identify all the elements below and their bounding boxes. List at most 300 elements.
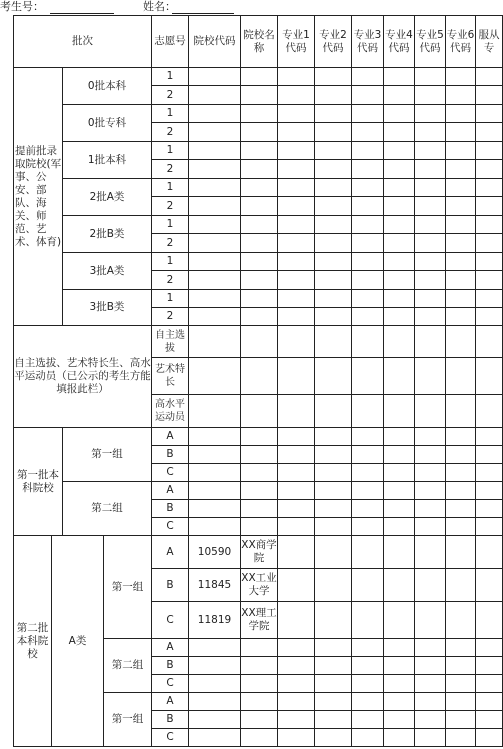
entry-cell[interactable] (415, 271, 446, 290)
entry-cell[interactable] (315, 179, 352, 197)
entry-cell[interactable] (415, 216, 446, 234)
entry-cell[interactable] (384, 326, 415, 358)
entry-cell[interactable] (278, 308, 315, 326)
entry-cell[interactable] (241, 253, 278, 271)
entry-cell[interactable] (415, 123, 446, 142)
entry-cell[interactable] (189, 358, 241, 395)
entry-cell[interactable] (241, 729, 278, 747)
entry-cell[interactable] (476, 518, 503, 536)
entry-cell[interactable] (278, 142, 315, 160)
entry-cell[interactable] (241, 86, 278, 105)
entry-cell[interactable] (415, 711, 446, 729)
entry-cell[interactable] (415, 569, 446, 602)
entry-cell[interactable] (189, 326, 241, 358)
entry-cell[interactable] (415, 675, 446, 693)
entry-cell[interactable] (352, 179, 384, 197)
entry-cell[interactable] (315, 395, 352, 428)
entry-cell[interactable] (352, 326, 384, 358)
entry-cell[interactable] (315, 253, 352, 271)
entry-cell[interactable] (415, 197, 446, 216)
entry-cell[interactable] (446, 197, 476, 216)
entry-cell[interactable] (315, 326, 352, 358)
entry-cell[interactable] (476, 216, 503, 234)
entry-cell[interactable] (352, 86, 384, 105)
entry-cell[interactable] (278, 326, 315, 358)
entry-cell[interactable] (415, 428, 446, 446)
entry-cell[interactable] (189, 271, 241, 290)
entry-cell[interactable] (278, 179, 315, 197)
entry-cell[interactable] (315, 675, 352, 693)
entry-cell[interactable] (415, 464, 446, 482)
entry-cell[interactable] (384, 160, 415, 179)
entry-cell[interactable] (352, 395, 384, 428)
entry-cell[interactable] (241, 711, 278, 729)
entry-cell[interactable] (415, 482, 446, 500)
entry-cell[interactable] (476, 86, 503, 105)
entry-cell[interactable] (278, 569, 315, 602)
entry-cell[interactable] (278, 675, 315, 693)
entry-cell[interactable] (476, 675, 503, 693)
entry-cell[interactable] (384, 308, 415, 326)
entry-cell[interactable] (352, 729, 384, 747)
entry-cell[interactable] (476, 123, 503, 142)
entry-cell[interactable] (352, 711, 384, 729)
entry-cell[interactable] (278, 234, 315, 253)
entry-cell[interactable] (476, 639, 503, 657)
entry-cell[interactable] (415, 179, 446, 197)
entry-cell[interactable] (384, 729, 415, 747)
entry-cell[interactable] (415, 395, 446, 428)
entry-cell[interactable] (384, 358, 415, 395)
entry-cell[interactable] (476, 428, 503, 446)
entry-cell[interactable] (278, 518, 315, 536)
entry-cell[interactable] (476, 160, 503, 179)
entry-cell[interactable] (446, 464, 476, 482)
entry-cell[interactable] (384, 123, 415, 142)
entry-cell[interactable] (446, 602, 476, 639)
entry-cell[interactable] (446, 308, 476, 326)
entry-cell[interactable] (241, 308, 278, 326)
school-name[interactable]: XX理工学院 (241, 602, 278, 639)
entry-cell[interactable] (446, 729, 476, 747)
entry-cell[interactable] (446, 711, 476, 729)
school-code[interactable]: 11845 (189, 569, 241, 602)
entry-cell[interactable] (315, 657, 352, 675)
entry-cell[interactable] (352, 428, 384, 446)
entry-cell[interactable] (241, 271, 278, 290)
major4-header: 专业4代码 (384, 16, 415, 68)
entry-cell[interactable] (384, 290, 415, 308)
entry-cell[interactable] (384, 216, 415, 234)
entry-cell[interactable] (446, 536, 476, 569)
entry-cell[interactable] (241, 142, 278, 160)
entry-cell[interactable] (446, 271, 476, 290)
entry-cell[interactable] (278, 253, 315, 271)
entry-cell[interactable] (446, 290, 476, 308)
entry-cell[interactable] (189, 657, 241, 675)
entry-cell[interactable] (189, 234, 241, 253)
entry-cell[interactable] (352, 500, 384, 518)
entry-cell[interactable] (315, 711, 352, 729)
wish-number: 1 (152, 253, 189, 271)
entry-cell[interactable] (415, 290, 446, 308)
header-row (14, 16, 503, 68)
entry-cell[interactable] (315, 105, 352, 123)
entry-cell[interactable] (278, 160, 315, 179)
entry-cell[interactable] (189, 197, 241, 216)
entry-cell[interactable] (352, 518, 384, 536)
entry-cell[interactable] (189, 216, 241, 234)
entry-cell[interactable] (352, 639, 384, 657)
entry-cell[interactable] (241, 234, 278, 253)
entry-cell[interactable] (278, 86, 315, 105)
entry-cell[interactable] (384, 234, 415, 253)
entry-cell[interactable] (476, 482, 503, 500)
entry-cell[interactable] (352, 569, 384, 602)
entry-cell[interactable] (415, 639, 446, 657)
entry-cell[interactable] (315, 271, 352, 290)
entry-cell[interactable] (476, 271, 503, 290)
entry-cell[interactable] (415, 142, 446, 160)
early-group-label: 0批专科 (63, 105, 152, 142)
entry-cell[interactable] (189, 142, 241, 160)
entry-cell[interactable] (415, 326, 446, 358)
entry-cell[interactable] (315, 358, 352, 395)
entry-cell[interactable] (415, 518, 446, 536)
entry-cell[interactable] (476, 693, 503, 711)
entry-cell[interactable] (352, 536, 384, 569)
entry-cell[interactable] (384, 482, 415, 500)
entry-cell[interactable] (241, 197, 278, 216)
entry-cell[interactable] (241, 68, 278, 86)
entry-cell[interactable] (384, 86, 415, 105)
entry-cell[interactable] (189, 482, 241, 500)
entry-cell[interactable] (446, 675, 476, 693)
entry-cell[interactable] (476, 729, 503, 747)
entry-cell[interactable] (278, 197, 315, 216)
entry-cell[interactable] (315, 446, 352, 464)
entry-cell[interactable] (446, 500, 476, 518)
entry-cell[interactable] (446, 179, 476, 197)
school-code[interactable]: 11819 (189, 602, 241, 639)
entry-cell[interactable] (315, 234, 352, 253)
entry-cell[interactable] (241, 518, 278, 536)
entry-cell[interactable] (241, 446, 278, 464)
entry-cell[interactable] (476, 234, 503, 253)
entry-cell[interactable] (415, 234, 446, 253)
entry-cell[interactable] (189, 428, 241, 446)
entry-cell[interactable] (415, 657, 446, 675)
entry-cell[interactable] (189, 729, 241, 747)
entry-cell[interactable] (189, 308, 241, 326)
name-field[interactable] (172, 13, 234, 14)
entry-cell[interactable] (352, 446, 384, 464)
entry-cell[interactable] (241, 290, 278, 308)
entry-cell[interactable] (241, 464, 278, 482)
entry-cell[interactable] (476, 569, 503, 602)
batch1-group-label: 第二组 (63, 482, 152, 536)
entry-cell[interactable] (384, 500, 415, 518)
entry-cell[interactable] (189, 500, 241, 518)
entry-cell[interactable] (241, 657, 278, 675)
entry-cell[interactable] (352, 197, 384, 216)
entry-cell[interactable] (476, 500, 503, 518)
entry-cell[interactable] (189, 290, 241, 308)
entry-cell[interactable] (384, 602, 415, 639)
entry-cell[interactable] (384, 536, 415, 569)
entry-cell[interactable] (476, 68, 503, 86)
entry-cell[interactable] (278, 216, 315, 234)
entry-cell[interactable] (384, 253, 415, 271)
entry-cell[interactable] (415, 446, 446, 464)
entry-cell[interactable] (189, 675, 241, 693)
entry-cell[interactable] (315, 86, 352, 105)
entry-cell[interactable] (384, 518, 415, 536)
entry-cell[interactable] (241, 675, 278, 693)
entry-cell[interactable] (384, 639, 415, 657)
entry-cell[interactable] (476, 464, 503, 482)
entry-cell[interactable] (415, 358, 446, 395)
entry-cell[interactable] (446, 253, 476, 271)
entry-cell[interactable] (384, 105, 415, 123)
entry-cell[interactable] (352, 290, 384, 308)
entry-cell[interactable] (241, 358, 278, 395)
entry-cell[interactable] (352, 234, 384, 253)
entry-cell[interactable] (446, 160, 476, 179)
entry-cell[interactable] (446, 142, 476, 160)
entry-cell[interactable] (241, 160, 278, 179)
entry-cell[interactable] (315, 639, 352, 657)
entry-cell[interactable] (476, 657, 503, 675)
entry-cell[interactable] (352, 123, 384, 142)
entry-cell[interactable] (446, 693, 476, 711)
entry-cell[interactable] (315, 518, 352, 536)
entry-cell[interactable] (476, 602, 503, 639)
entry-cell[interactable] (446, 216, 476, 234)
entry-cell[interactable] (476, 536, 503, 569)
early-group-label: 3批B类 (63, 290, 152, 326)
entry-cell[interactable] (241, 693, 278, 711)
entry-cell[interactable] (315, 569, 352, 602)
entry-cell[interactable] (352, 160, 384, 179)
entry-cell[interactable] (315, 536, 352, 569)
entry-cell[interactable] (241, 395, 278, 428)
entry-cell[interactable] (446, 446, 476, 464)
entry-cell[interactable] (241, 179, 278, 197)
entry-cell[interactable] (446, 234, 476, 253)
entry-cell[interactable] (415, 105, 446, 123)
school-code[interactable]: 10590 (189, 536, 241, 569)
wish-letter: A (152, 639, 189, 657)
entry-cell[interactable] (189, 395, 241, 428)
entry-cell[interactable] (384, 569, 415, 602)
entry-cell[interactable] (241, 482, 278, 500)
entry-cell[interactable] (315, 142, 352, 160)
entry-cell[interactable] (384, 197, 415, 216)
entry-cell[interactable] (241, 123, 278, 142)
entry-cell[interactable] (446, 105, 476, 123)
wish-number: 2 (152, 197, 189, 216)
entry-cell[interactable] (384, 428, 415, 446)
entry-cell[interactable] (278, 271, 315, 290)
entry-cell[interactable] (415, 253, 446, 271)
entry-cell[interactable] (315, 693, 352, 711)
entry-cell[interactable] (476, 105, 503, 123)
entry-cell[interactable] (315, 602, 352, 639)
entry-cell[interactable] (189, 179, 241, 197)
wish-letter: B (152, 657, 189, 675)
entry-cell[interactable] (352, 657, 384, 675)
entry-cell[interactable] (278, 711, 315, 729)
entry-cell[interactable] (189, 160, 241, 179)
entry-cell[interactable] (278, 536, 315, 569)
entry-cell[interactable] (415, 160, 446, 179)
entry-cell[interactable] (315, 197, 352, 216)
entry-cell[interactable] (415, 536, 446, 569)
entry-cell[interactable] (352, 358, 384, 395)
entry-cell[interactable] (278, 395, 315, 428)
entry-cell[interactable] (315, 482, 352, 500)
entry-cell[interactable] (278, 358, 315, 395)
entry-cell[interactable] (241, 639, 278, 657)
entry-cell[interactable] (278, 464, 315, 482)
entry-cell[interactable] (415, 500, 446, 518)
entry-cell[interactable] (352, 216, 384, 234)
entry-cell[interactable] (415, 68, 446, 86)
entry-cell[interactable] (384, 142, 415, 160)
entry-cell[interactable] (315, 729, 352, 747)
entry-cell[interactable] (278, 693, 315, 711)
entry-cell[interactable] (476, 290, 503, 308)
entry-cell[interactable] (415, 602, 446, 639)
entry-cell[interactable] (476, 142, 503, 160)
entry-cell[interactable] (352, 105, 384, 123)
entry-cell[interactable] (278, 482, 315, 500)
entry-cell[interactable] (476, 446, 503, 464)
entry-cell[interactable] (189, 123, 241, 142)
entry-cell[interactable] (384, 179, 415, 197)
entry-cell[interactable] (278, 446, 315, 464)
entry-cell[interactable] (315, 290, 352, 308)
entry-cell[interactable] (189, 86, 241, 105)
entry-cell[interactable] (446, 657, 476, 675)
entry-cell[interactable] (476, 711, 503, 729)
entry-cell[interactable] (352, 482, 384, 500)
entry-cell[interactable] (415, 86, 446, 105)
entry-cell[interactable] (446, 518, 476, 536)
entry-cell[interactable] (352, 68, 384, 86)
entry-cell[interactable] (476, 395, 503, 428)
batch2-group-label: 第一组 (104, 693, 152, 747)
entry-cell[interactable] (241, 105, 278, 123)
entry-cell[interactable] (446, 123, 476, 142)
entry-cell[interactable] (278, 639, 315, 657)
entry-cell[interactable] (446, 326, 476, 358)
entry-cell[interactable] (446, 86, 476, 105)
entry-cell[interactable] (476, 358, 503, 395)
entry-cell[interactable] (315, 500, 352, 518)
school-name[interactable]: XX商学院 (241, 536, 278, 569)
entry-cell[interactable] (476, 308, 503, 326)
entry-cell[interactable] (315, 464, 352, 482)
entry-cell[interactable] (278, 657, 315, 675)
entry-cell[interactable] (315, 68, 352, 86)
entry-cell[interactable] (189, 693, 241, 711)
entry-cell[interactable] (278, 105, 315, 123)
entry-cell[interactable] (278, 123, 315, 142)
entry-cell[interactable] (476, 179, 503, 197)
entry-cell[interactable] (476, 253, 503, 271)
entry-cell[interactable] (446, 428, 476, 446)
entry-cell[interactable] (189, 105, 241, 123)
entry-cell[interactable] (241, 428, 278, 446)
entry-cell[interactable] (352, 464, 384, 482)
entry-cell[interactable] (315, 123, 352, 142)
entry-cell[interactable] (446, 639, 476, 657)
entry-cell[interactable] (476, 326, 503, 358)
entry-cell[interactable] (415, 729, 446, 747)
entry-cell[interactable] (189, 518, 241, 536)
entry-cell[interactable] (241, 326, 278, 358)
entry-cell[interactable] (384, 693, 415, 711)
entry-cell[interactable] (189, 68, 241, 86)
entry-cell[interactable] (352, 253, 384, 271)
exam-number-field[interactable] (50, 13, 114, 14)
entry-cell[interactable] (384, 657, 415, 675)
entry-cell[interactable] (415, 693, 446, 711)
entry-cell[interactable] (446, 68, 476, 86)
entry-cell[interactable] (241, 500, 278, 518)
entry-cell[interactable] (241, 216, 278, 234)
entry-cell[interactable] (384, 464, 415, 482)
entry-cell[interactable] (352, 675, 384, 693)
entry-cell[interactable] (384, 68, 415, 86)
entry-cell[interactable] (384, 446, 415, 464)
entry-cell[interactable] (352, 602, 384, 639)
entry-cell[interactable] (446, 482, 476, 500)
entry-cell[interactable] (476, 197, 503, 216)
entry-cell[interactable] (446, 358, 476, 395)
entry-cell[interactable] (278, 68, 315, 86)
entry-cell[interactable] (352, 693, 384, 711)
entry-cell[interactable] (415, 308, 446, 326)
entry-cell[interactable] (189, 446, 241, 464)
entry-cell[interactable] (189, 711, 241, 729)
entry-cell[interactable] (278, 290, 315, 308)
entry-cell[interactable] (278, 729, 315, 747)
entry-cell[interactable] (384, 395, 415, 428)
entry-cell[interactable] (384, 675, 415, 693)
entry-cell[interactable] (189, 464, 241, 482)
entry-cell[interactable] (315, 160, 352, 179)
entry-cell[interactable] (384, 711, 415, 729)
entry-cell[interactable] (189, 639, 241, 657)
entry-cell[interactable] (446, 569, 476, 602)
entry-cell[interactable] (446, 395, 476, 428)
entry-cell[interactable] (278, 602, 315, 639)
entry-cell[interactable] (315, 428, 352, 446)
entry-cell[interactable] (384, 271, 415, 290)
entry-cell[interactable] (278, 500, 315, 518)
entry-cell[interactable] (352, 308, 384, 326)
entry-cell[interactable] (278, 428, 315, 446)
entry-cell[interactable] (189, 253, 241, 271)
entry-cell[interactable] (315, 216, 352, 234)
entry-cell[interactable] (352, 142, 384, 160)
entry-cell[interactable] (315, 308, 352, 326)
school-name[interactable]: XX工业大学 (241, 569, 278, 602)
entry-cell[interactable] (352, 271, 384, 290)
